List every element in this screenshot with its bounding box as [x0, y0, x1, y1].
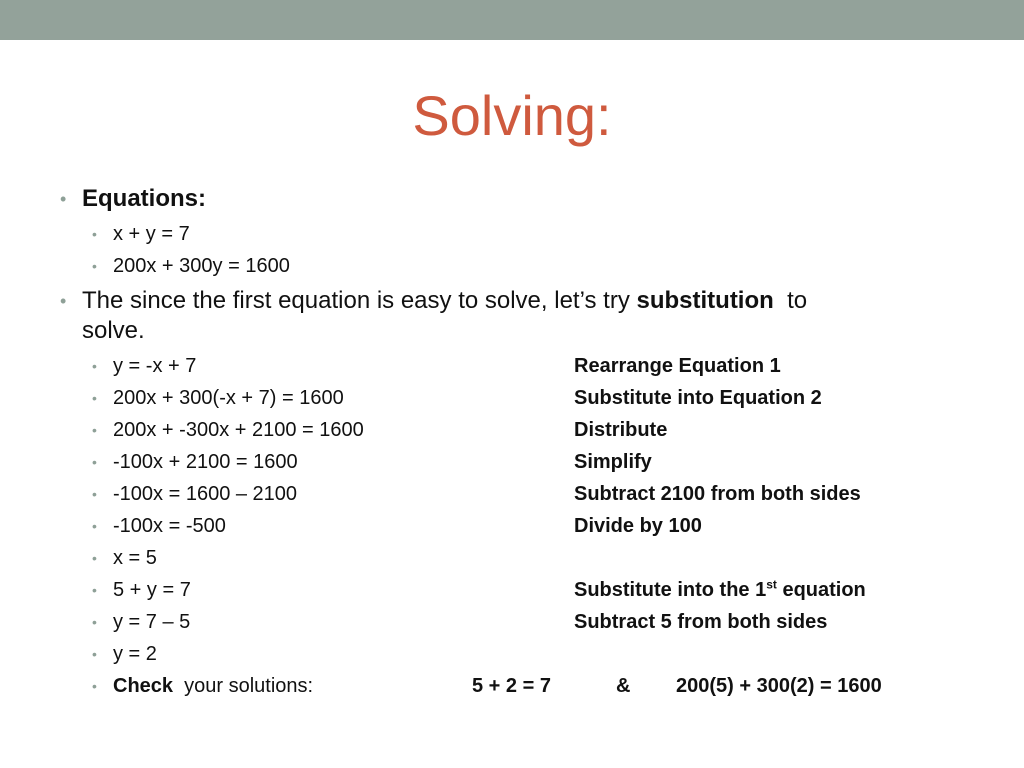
bullet-dot-icon: •	[92, 258, 97, 274]
step-expr: 200x + -300x + 2100 = 1600	[113, 419, 364, 441]
step-expr: -100x = 1600 – 2100	[113, 483, 298, 505]
bullet-dot-icon: •	[92, 422, 97, 438]
bullet-dot-icon: •	[92, 518, 97, 534]
step-expr: y = 2	[113, 643, 157, 665]
bullet-dot-icon: •	[92, 550, 97, 566]
bullet-dot-icon: •	[92, 582, 97, 598]
equation-1: x + y = 7	[113, 223, 190, 245]
equation-2: 200x + 300y = 1600	[113, 255, 290, 277]
intro-line-2: solve.	[82, 317, 145, 344]
bullet-dot-icon: •	[92, 226, 97, 242]
bullet-dot-icon: •	[92, 678, 97, 694]
step-expr: y = 7 – 5	[113, 611, 191, 633]
step-note: Subtract 5 from both sides	[574, 611, 828, 633]
check-rest: your solutions:	[173, 675, 314, 697]
top-accent-bar	[0, 0, 1024, 40]
bullet-dot-icon: •	[92, 646, 97, 662]
step-expr: 200x + 300(-x + 7) = 1600	[113, 387, 344, 409]
step-expr: -100x = -500	[113, 515, 226, 537]
step-expr: -100x + 2100 = 1600	[113, 451, 298, 473]
check-ampersand: &	[616, 675, 631, 697]
step-note: Substitute into Equation 2	[574, 387, 822, 409]
check-equation-1: 5 + 2 = 7	[472, 675, 551, 697]
bullet-dot-icon: •	[60, 291, 67, 311]
step-note: Rearrange Equation 1	[574, 355, 781, 377]
note-superscript: st	[766, 577, 777, 592]
check-equation-2: 200(5) + 300(2) = 1600	[676, 675, 882, 697]
intro-line-1	[82, 286, 807, 316]
step-expr: x = 5	[113, 547, 157, 569]
bullet-dot-icon: •	[92, 358, 97, 374]
intro-after: to	[773, 287, 808, 314]
bullet-dot-icon: •	[92, 486, 97, 502]
step-note: Simplify	[574, 451, 652, 473]
step-expr: y = -x + 7	[113, 355, 197, 377]
check-label: Check	[113, 675, 174, 697]
note-before: Substitute into the 1	[574, 579, 767, 601]
step-note: Subtract 2100 from both sides	[574, 483, 861, 505]
step-note: Distribute	[574, 419, 668, 441]
slide-title: Solving:	[412, 84, 612, 147]
bullet-dot-icon: •	[92, 454, 97, 470]
equations-heading: Equations:	[82, 185, 206, 212]
step-expr: 5 + y = 7	[113, 579, 191, 601]
note-after: equation	[776, 579, 866, 601]
bullet-dot-icon: •	[92, 614, 97, 630]
intro-text: The since the first equation is easy to solve, let’s try	[82, 287, 637, 314]
step-note	[574, 577, 866, 603]
bullet-dot-icon: •	[60, 189, 67, 209]
check-text	[113, 673, 313, 699]
step-note: Divide by 100	[574, 515, 702, 537]
bullet-dot-icon: •	[92, 390, 97, 406]
intro-bold: substitution	[636, 287, 774, 314]
